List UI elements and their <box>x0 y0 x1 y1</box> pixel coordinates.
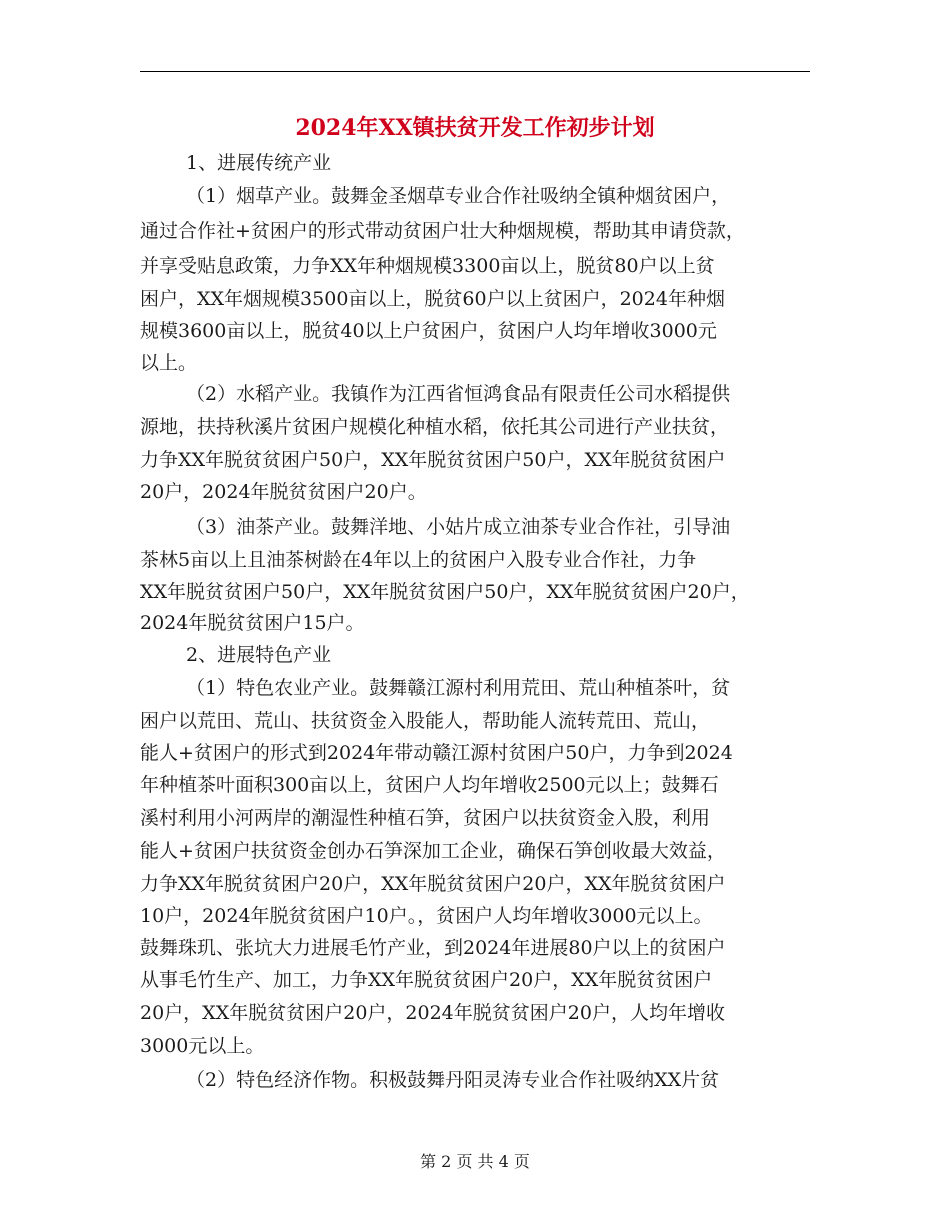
paragraph-line: 鼓舞珠玑、张坑大力进展毛竹产业，到2024年进展80户以上的贫困户 <box>140 937 726 959</box>
paragraph-line: 源地，扶持秋溪片贫困户规模化种植水稻，依托其公司进行产业扶贫， <box>140 416 730 438</box>
paragraph-line: 2024年脱贫贫困户15户。 <box>140 612 365 634</box>
paragraph-line: 年种植茶叶面积300亩以上，贫困户人均年增收2500元以上；鼓舞石 <box>140 774 719 796</box>
page-number-footer: 第 2 页 共 4 页 <box>420 1152 530 1171</box>
paragraph-line: （1）烟草产业。鼓舞金圣烟草专业合作社吸纳全镇种烟贫困户， <box>186 185 731 207</box>
paragraph-line: 20户，2024年脱贫贫困户20户。 <box>140 481 427 503</box>
paragraph-line: 并享受贴息政策，力争XX年种烟规模3300亩以上，脱贫80户以上贫 <box>140 255 715 277</box>
paragraph-line: 溪村利用小河两岸的潮湿性种植石笋，贫困户以扶贫资金入股，利用 <box>140 807 711 829</box>
paragraph-line: （1）特色农业产业。鼓舞赣江源村利用荒田、荒山种植茶叶，贫 <box>186 677 731 699</box>
paragraph-line: 力争XX年脱贫贫困户20户，XX年脱贫贫困户20户，XX年脱贫贫困户 <box>140 873 726 895</box>
paragraph-line: 以上。 <box>140 352 198 374</box>
paragraph-line: 困户，XX年烟规模3500亩以上，脱贫60户以上贫困户，2024年种烟 <box>140 288 725 310</box>
section-heading-special: 2、进展特色产业 <box>186 644 332 666</box>
paragraph-line: 茶林5亩以上且油茶树龄在4年以上的贫困户入股专业合作社，力争 <box>140 549 697 571</box>
paragraph-line: 从事毛竹生产、加工，力争XX年脱贫贫困户20户，XX年脱贫贫困户 <box>140 969 713 991</box>
paragraph-line: 能人+贫困户扶贫资金创办石笋深加工企业，确保石笋创收最大效益， <box>140 840 726 862</box>
paragraph-line: （2）特色经济作物。积极鼓舞丹阳灵涛专业合作社吸纳XX片贫 <box>186 1069 720 1091</box>
paragraph-line: 20户，XX年脱贫贫困户20户，2024年脱贫贫困户20户，人均年增收 <box>140 1002 725 1024</box>
paragraph-line: 困户以荒田、荒山、扶贫资金入股能人，帮助能人流转荒田、荒山， <box>140 710 711 732</box>
paragraph-line: （3）油茶产业。鼓舞洋地、小姑片成立油茶专业合作社，引导油 <box>186 516 731 538</box>
paragraph-line: XX年脱贫贫困户50户，XX年脱贫贫困户50户，XX年脱贫贫困户20户， <box>140 581 750 603</box>
paragraph-line: 3000元以上。 <box>140 1035 265 1057</box>
header-rule <box>140 71 810 72</box>
section-heading-traditional: 1、进展传统产业 <box>186 152 332 174</box>
paragraph-line: 规模3600亩以上，脱贫40以上户贫困户，贫困户人均年增收3000元 <box>140 320 717 342</box>
document-title: 2024年XX镇扶贫开发工作初步计划 <box>295 115 655 141</box>
paragraph-line: 力争XX年脱贫贫困户50户，XX年脱贫贫困户50户，XX年脱贫贫困户 <box>140 449 726 471</box>
paragraph-line: （2）水稻产业。我镇作为江西省恒鸿食品有限责任公司水稻提供 <box>186 383 731 405</box>
paragraph-line: 10户，2024年脱贫贫困户10户。，贫困户人均年增收3000元以上。 <box>140 905 713 927</box>
paragraph-line: 通过合作社+贫困户的形式带动贫困户壮大种烟规模，帮助其申请贷款， <box>140 220 745 242</box>
paragraph-line: 能人+贫困户的形式到2024年带动赣江源村贫困户50户，力争到2024 <box>140 742 733 764</box>
